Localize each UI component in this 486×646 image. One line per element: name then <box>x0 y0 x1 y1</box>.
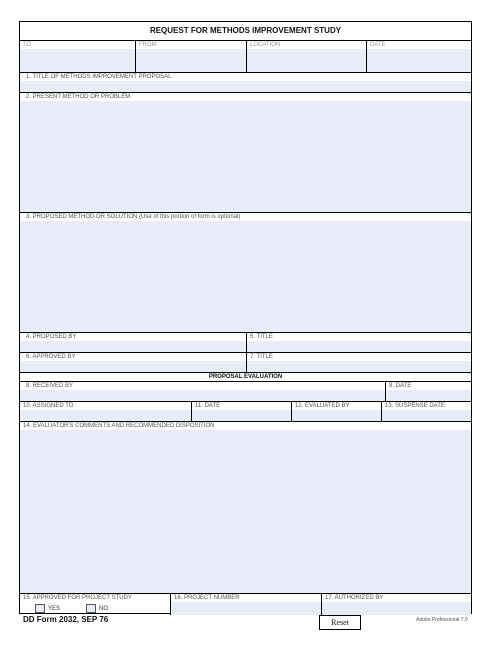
approver-title-cell <box>246 353 471 373</box>
item7-label: 7. TITLE <box>250 354 273 360</box>
item12-label: 12. EVALUATED BY <box>295 403 350 409</box>
assigned-to-cell <box>20 402 191 422</box>
approved-by-cell <box>20 353 246 373</box>
methods-improvement-form <box>19 21 472 614</box>
present-method-field[interactable] <box>20 101 471 213</box>
item3-row <box>20 212 471 333</box>
item15-row <box>20 593 471 615</box>
location-field[interactable] <box>247 49 366 73</box>
date-cell <box>366 41 471 73</box>
no-checkbox[interactable] <box>86 604 96 613</box>
item4-row <box>20 332 471 353</box>
item8-label: 8. RECEIVED BY <box>26 383 74 389</box>
header-row <box>20 40 471 73</box>
item2-label: 2. PRESENT METHOD OR PROBLEM <box>26 94 131 100</box>
item16-label: 16. PROJECT NUMBER <box>174 595 240 601</box>
yes-checkbox[interactable] <box>35 604 45 613</box>
item11-label: 11. DATE <box>195 403 221 409</box>
item4-label: 4. PROPOSED BY <box>26 334 77 340</box>
software-version: Adobe Professional 7.0 <box>416 617 468 623</box>
assigned-date-cell <box>191 402 291 422</box>
proposed-method-field[interactable] <box>20 221 471 333</box>
authorized-by-field[interactable] <box>322 602 471 615</box>
item1-label: 1. TITLE OF METHODS IMPROVEMENT PROPOSAL <box>26 74 172 80</box>
suspense-date-cell <box>381 402 471 422</box>
authorized-by-cell <box>321 594 471 615</box>
received-by-cell <box>20 382 385 402</box>
date-label: DATE <box>370 42 386 48</box>
to-field[interactable] <box>20 49 135 73</box>
evaluator-comments-field[interactable] <box>20 430 471 594</box>
item6-label: 6. APPROVED BY <box>26 354 76 360</box>
evaluated-by-cell <box>291 402 381 422</box>
from-field[interactable] <box>136 49 246 73</box>
form-identifier: DD Form 2032, SEP 76 <box>23 615 109 624</box>
yes-label: YES <box>48 606 61 612</box>
no-label: NO <box>99 606 108 612</box>
received-date-cell <box>385 382 471 402</box>
from-cell <box>135 41 246 73</box>
item1-row <box>20 72 471 93</box>
item6-row <box>20 352 471 373</box>
reset-button[interactable]: Reset <box>319 615 361 630</box>
item2-row <box>20 92 471 213</box>
approved-for-study-cell <box>20 594 170 615</box>
item14-label: 14. EVALUATOR'S COMMENTS AND RECOMMENDED DISPOSITION <box>23 423 215 429</box>
to-cell <box>20 41 135 73</box>
evaluation-section-title: PROPOSAL EVALUATION <box>208 374 283 380</box>
location-label: LOCATION <box>250 42 281 48</box>
item8-row <box>20 381 471 402</box>
form-title: REQUEST FOR METHODS IMPROVEMENT STUDY <box>149 26 342 35</box>
proposed-by-cell <box>20 333 246 353</box>
proposer-title-cell <box>246 333 471 353</box>
item10-label: 10. ASSIGNED TO <box>23 403 74 409</box>
date-field[interactable] <box>367 49 471 73</box>
item13-label: 13. SUSPENSE DATE <box>385 403 445 409</box>
item10-row <box>20 401 471 422</box>
location-cell <box>246 41 366 73</box>
from-label: FROM <box>139 42 157 48</box>
item17-label: 17. AUTHORIZED BY <box>325 595 384 601</box>
item9-label: 9. DATE <box>389 383 412 389</box>
item5-label: 5. TITLE <box>250 334 273 340</box>
item14-row <box>20 421 471 594</box>
project-number-cell <box>170 594 321 615</box>
item15-label: 15. APPROVED FOR PROJECT STUDY <box>23 595 132 601</box>
project-number-field[interactable] <box>171 602 321 615</box>
to-label: TO <box>23 42 32 48</box>
item3-label: 3. PROPOSED METHOD OR SOLUTION (Use of this portion of form is optional) <box>26 214 241 220</box>
